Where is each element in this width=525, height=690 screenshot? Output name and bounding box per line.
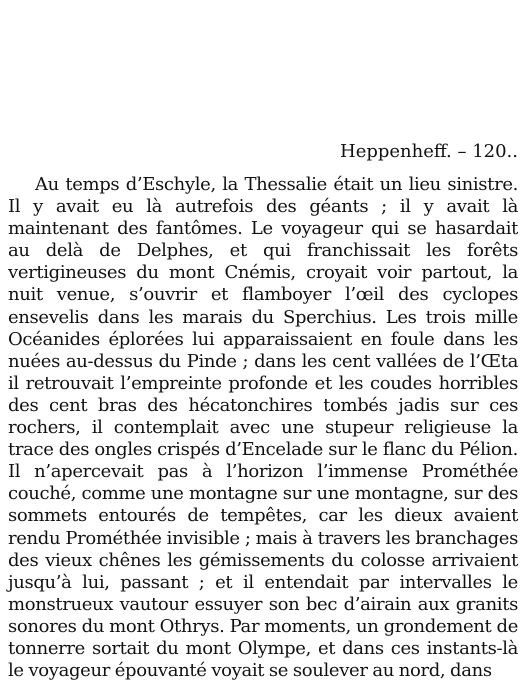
page-heading: Heppenheff. – 120.. [340,141,518,162]
document-page [8,140,518,682]
body-paragraph: Au temps d’Eschyle, la Thessalie était un lieu sinistre. Il y avait eu là autrefois des géants ; il y avait là maintenant des fantômes. Le voyageur qui se hasardait au delà de Delphes, et qui franchissait les forêts vertigineuses du mont Cnémis, croyait voir partout, la nuit venue, s’ouvrir et flamboyer l’œil des cyclopes ensevelis dans les marais du Sperchius. Les trois mille Océanides éplorées lui apparaissaient en foule dans les nuées au-dessus du Pinde ; dans les cent vallées de l’Œta il retrouvait l’empreinte profonde et les coudes horribles des cent bras des hécatonchires tombés jadis sur ces rochers, il contemplait avec une stupeur religieuse la trace des ongles crispés d’Encelade sur le flanc du Pélion. Il n’apercevait pas à l’horizon l’immense Prométhée couché, comme une montagne sur une montagne, sur des sommets entourés de tempêtes, car les dieux avaient rendu Prométhée invisible ; mais à travers les branchages des vieux chênes les gémissements du colosse arrivaient jusqu’à lui, passant ; et il entendait par intervalles le monstrueux vautour essuyer son bec d’airain aux granits sonores du mont Othrys. Par moments, un grondement de tonnerre sortait du mont Olympe, et dans ces instants-là le voyageur épouvanté voyait se soulever au nord, dans [8,174,518,682]
